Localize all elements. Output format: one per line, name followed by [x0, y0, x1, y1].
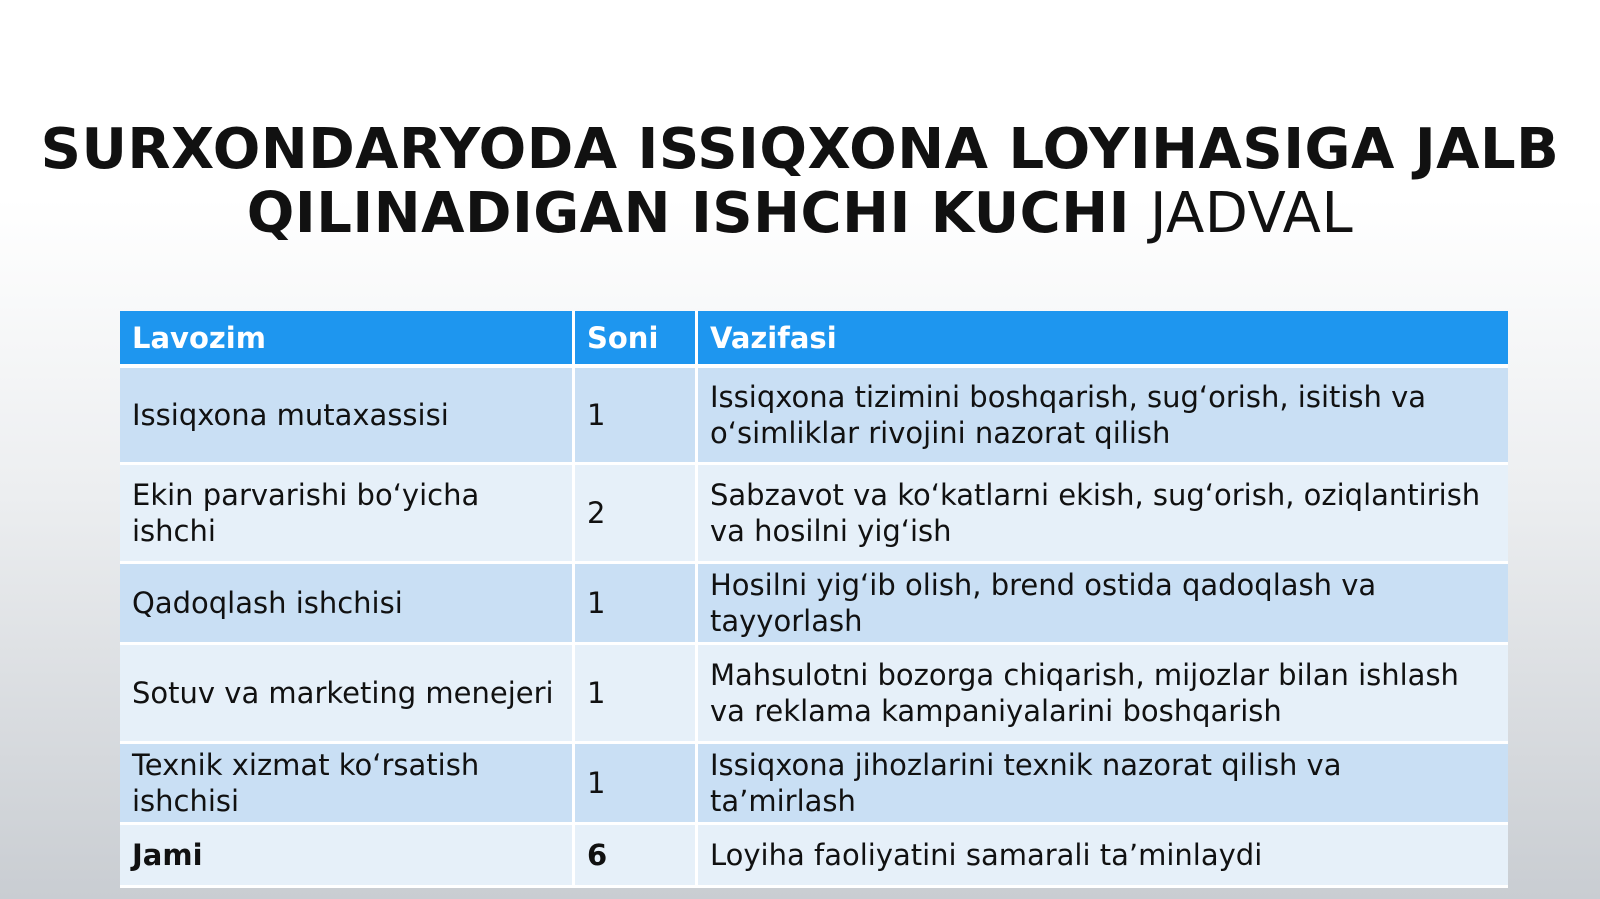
cell-total-label: Jami	[120, 825, 575, 888]
cell-position: Texnik xizmat ko‘rsatish ishchisi	[120, 744, 575, 825]
workforce-table-container	[120, 311, 1508, 888]
table-row	[120, 564, 1508, 645]
cell-total-count: 6	[575, 825, 698, 888]
cell-count: 1	[575, 744, 698, 825]
cell-count: 1	[575, 645, 698, 744]
table-row	[120, 368, 1508, 465]
header-count: Soni	[575, 311, 698, 368]
workforce-table	[120, 311, 1508, 888]
header-duty: Vazifasi	[698, 311, 1508, 368]
header-row	[120, 311, 1508, 368]
cell-position: Ekin parvarishi bo‘yicha ishchi	[120, 465, 575, 564]
cell-count: 1	[575, 368, 698, 465]
cell-count: 1	[575, 564, 698, 645]
cell-duty: Issiqxona tizimini boshqarish, sug‘orish, isitish va o‘simliklar rivojini nazorat qilish	[698, 368, 1508, 465]
cell-duty: Issiqxona jihozlarini texnik nazorat qilish va ta’mirlash	[698, 744, 1508, 825]
slide-title-bold: SURXONDARYODA ISSIQXONA LOYIHASIGA JALB QILINADIGAN ISHCHI KUCHI	[40, 117, 1560, 246]
table-header	[120, 311, 1508, 368]
table-row	[120, 744, 1508, 825]
cell-position: Qadoqlash ishchisi	[120, 564, 575, 645]
cell-position: Sotuv va marketing menejeri	[120, 645, 575, 744]
cell-duty: Mahsulotni bozorga chiqarish, mijozlar bilan ishlash va reklama kampaniyalarini boshqarish	[698, 645, 1508, 744]
cell-total-duty: Loyiha faoliyatini samarali ta’minlaydi	[698, 825, 1508, 888]
table-body	[120, 368, 1508, 888]
header-position: Lavozim	[120, 311, 575, 368]
table-row	[120, 645, 1508, 744]
total-row	[120, 825, 1508, 888]
cell-count: 2	[575, 465, 698, 564]
slide-title-suffix: JADVAL	[1149, 181, 1354, 246]
slide-title	[0, 118, 1600, 246]
cell-duty: Hosilni yig‘ib olish, brend ostida qadoqlash va tayyorlash	[698, 564, 1508, 645]
table-row	[120, 465, 1508, 564]
cell-duty: Sabzavot va ko‘katlarni ekish, sug‘orish, oziqlantirish va hosilni yig‘ish	[698, 465, 1508, 564]
cell-position: Issiqxona mutaxassisi	[120, 368, 575, 465]
